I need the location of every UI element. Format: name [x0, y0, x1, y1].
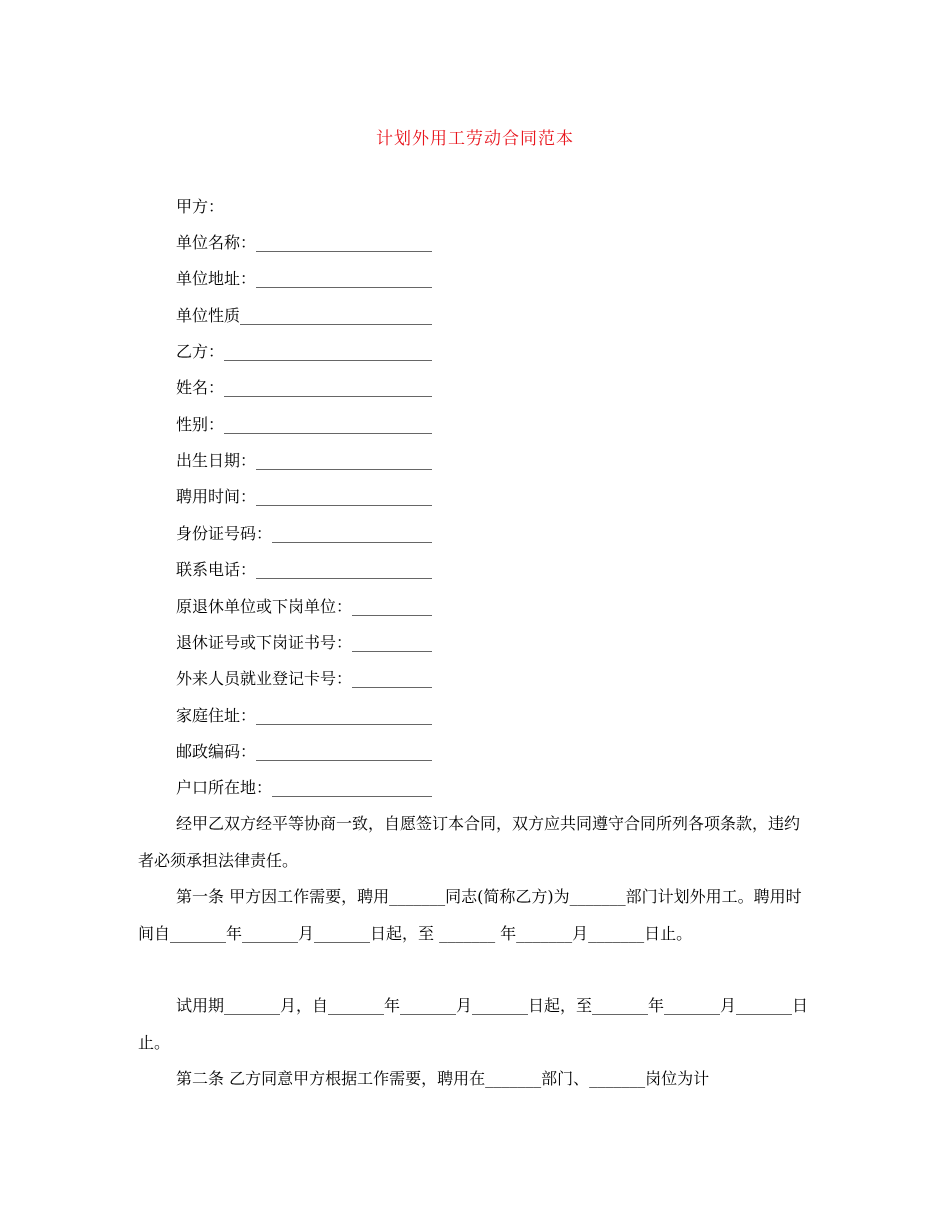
field-household-registration: 户口所在地：____________________	[176, 778, 433, 797]
field-employment-card: 外来人员就业登记卡号：__________	[176, 669, 433, 688]
field-unit-address: 单位地址：______________________	[176, 269, 433, 288]
field-name: 姓名：__________________________	[176, 378, 433, 397]
field-retirement-cert: 退休证号或下岗证书号：__________	[176, 633, 433, 652]
page-title: 计划外用工劳动合同范本	[376, 129, 574, 149]
field-gender: 性别：__________________________	[176, 415, 433, 434]
field-party-b: 乙方：__________________________	[176, 342, 433, 361]
field-unit-name: 单位名称：______________________	[176, 233, 433, 252]
field-phone: 联系电话：______________________	[176, 560, 433, 579]
field-id-number: 身份证号码：____________________	[176, 524, 433, 543]
field-birth-date: 出生日期：______________________	[176, 451, 433, 470]
field-former-unit: 原退休单位或下岗单位：__________	[176, 597, 433, 616]
paragraph-preamble: 经甲乙双方经平等协商一致，自愿签订本合同，双方应共同遵守合同所列各项条款，违约者必须承担法律责任。	[138, 814, 801, 870]
paragraph-probation: 试用期_______月，自_______年_______月_______日起，至_______年_______月_______日止。	[138, 996, 809, 1052]
paragraph-article-2: 第二条 乙方同意甲方根据工作需要，聘用在_______部门、_______岗位为计	[176, 1069, 710, 1088]
paragraph-article-1: 第一条 甲方因工作需要，聘用_______同志(简称乙方)为_______部门计划外用工。聘用时间自_______年_______月_______日起，至 _______ 年_______月_______日止。	[138, 887, 802, 943]
field-hire-time: 聘用时间：______________________	[176, 487, 433, 506]
field-postal-code: 邮政编码：______________________	[176, 742, 433, 761]
party-a-label: 甲方：	[176, 197, 225, 216]
field-home-address: 家庭住址：______________________	[176, 706, 433, 725]
field-unit-nature: 单位性质________________________	[176, 306, 433, 325]
